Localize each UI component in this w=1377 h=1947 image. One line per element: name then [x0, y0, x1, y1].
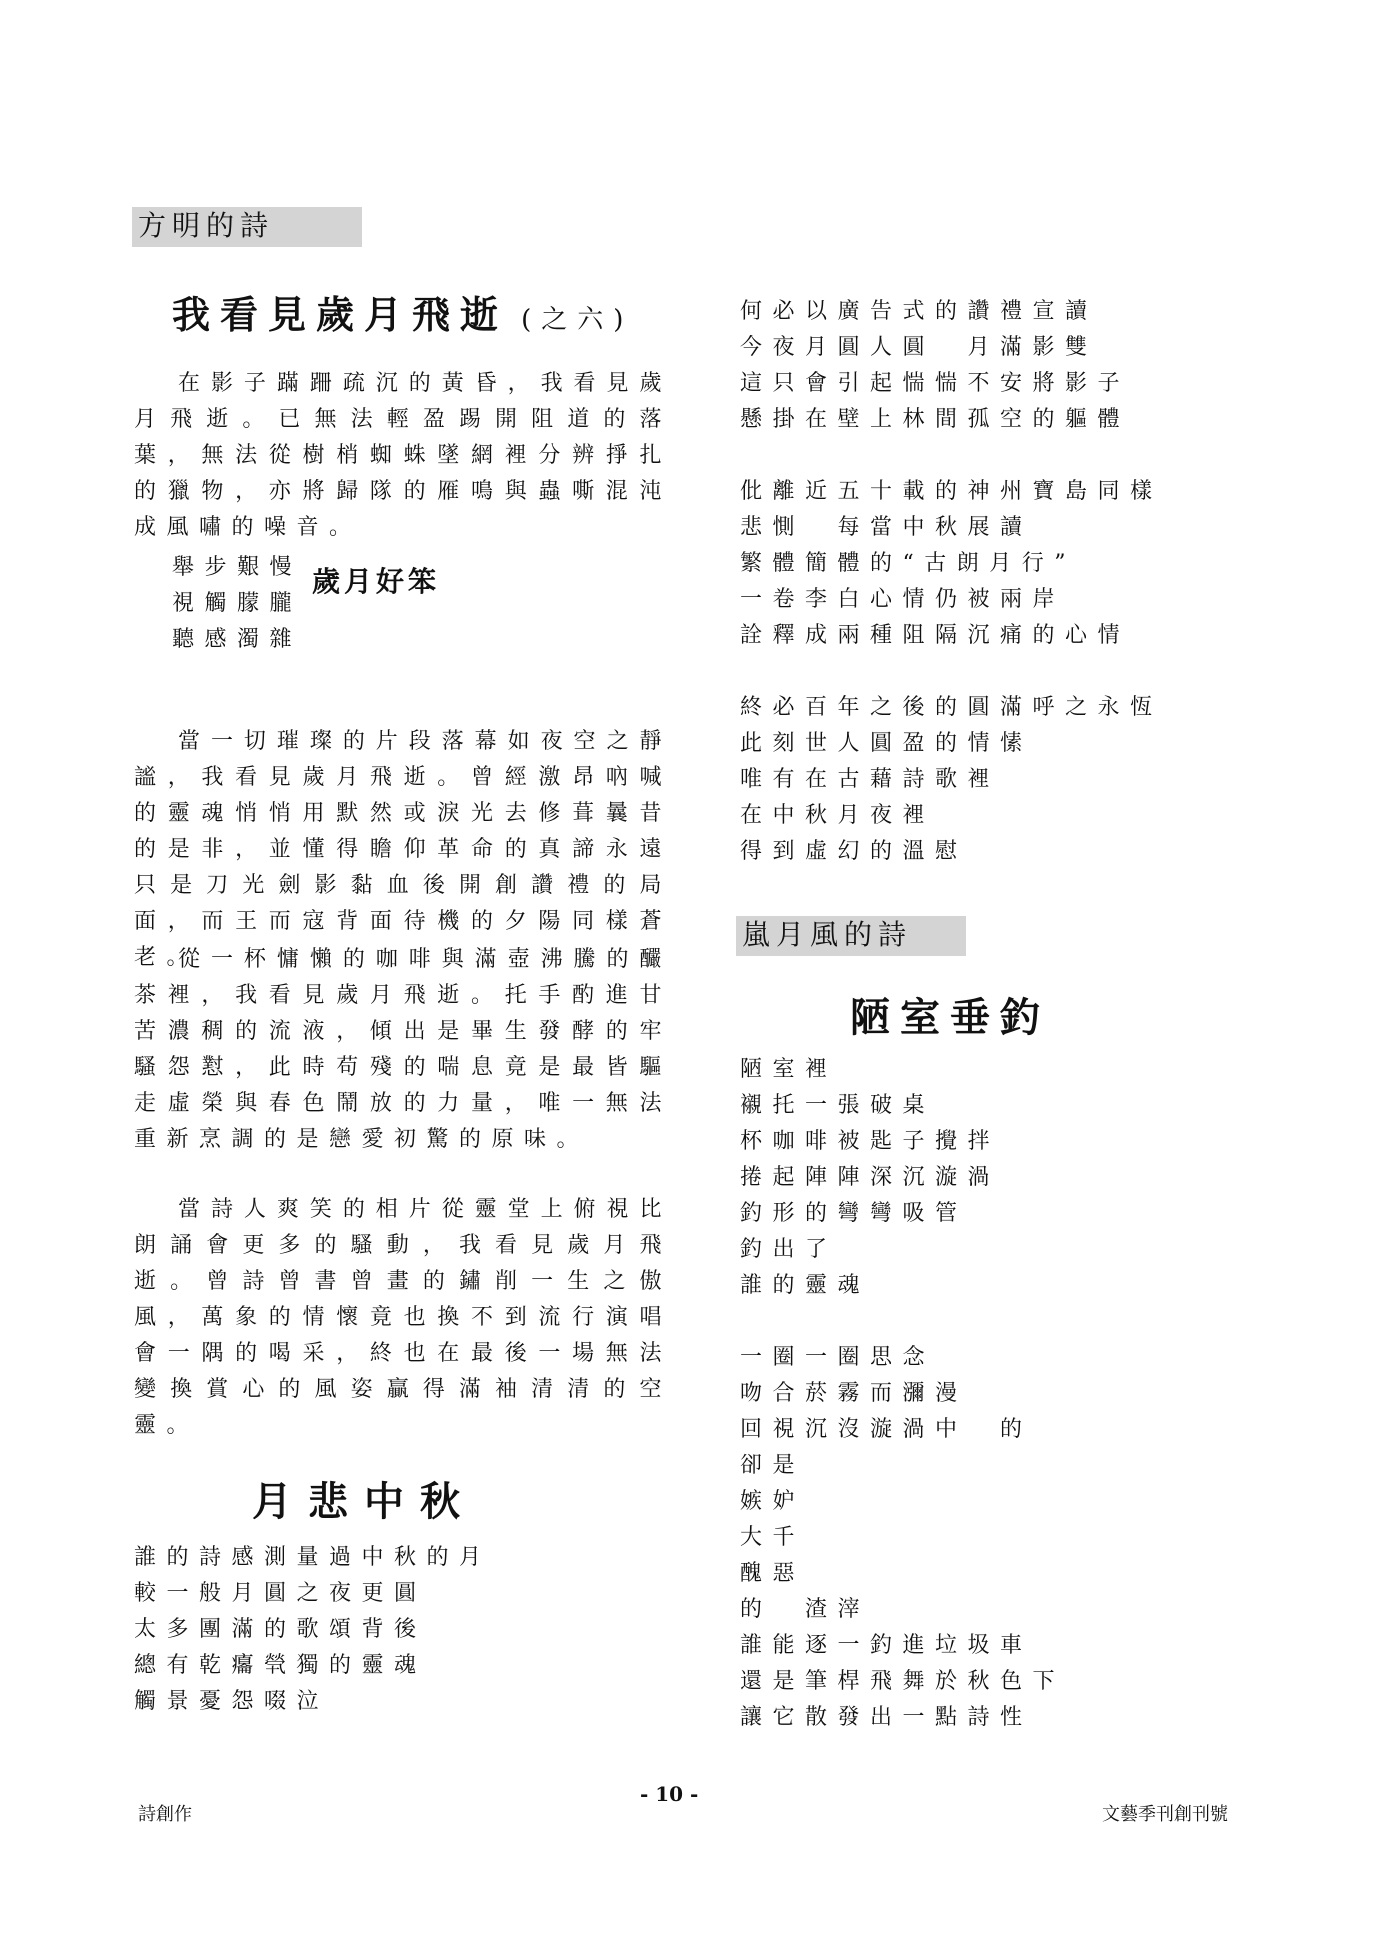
poem-line: 在中秋月夜裡	[740, 803, 936, 828]
poem1-stanza-side: 歲月好笨	[312, 565, 441, 598]
poem-line: 的 渣滓	[740, 1597, 871, 1622]
footer-right: 文藝季刊創刊號	[1102, 1804, 1228, 1825]
poem-line: 唯有在古藉詩歌裡	[740, 767, 1001, 792]
poem2-stanza-1	[740, 294, 1130, 438]
stanza-line: 聽感濁雜	[172, 627, 303, 652]
poem2-title: 月悲中秋	[252, 1478, 476, 1525]
poem3-stanza-1	[740, 1052, 1000, 1304]
poem-line: 卻是	[740, 1453, 806, 1478]
footer-left: 詩創作	[138, 1804, 192, 1825]
poem1-stanza	[172, 550, 302, 658]
poem-line: 吻合菸霧而瀰漫	[740, 1381, 968, 1406]
poem-line: 太多團滿的歌頌背後	[134, 1617, 427, 1642]
poem-line: 一圈一圈思念	[740, 1345, 936, 1370]
poem-line: 懸掛在壁上林間孤空的軀體	[740, 407, 1131, 432]
poem-line: 觸景憂怨啜泣	[134, 1689, 330, 1714]
stanza-line: 舉步艱慢	[172, 555, 303, 580]
poem-line: 仳離近五十載的神州寶島同樣	[740, 479, 1163, 504]
poem-line: 釣出了	[740, 1237, 838, 1262]
poem-line: 嫉妒	[740, 1489, 806, 1514]
poem-line: 襯托一張破桌	[740, 1093, 936, 1118]
poem1-paragraph-1: 在影子蹣跚疏沉的黃昏，我看見歲月飛逝。已無法輕盈踢開阻道的落葉，無法從樹梢蜘蛛墜網裡分辨掙扎的獵物，亦將歸隊的雁鳴與蟲嘶混沌成風嘯的噪音。	[134, 371, 672, 540]
poem1-paragraph-4: 當詩人爽笑的相片從靈堂上俯視比朗誦會更多的騷動，我看見歲月飛逝。曾詩曾書曾畫的鏽削一生之傲風，萬象的情懷竟也換不到流行演唱會一隅的喝采，終也在最後一場無法變換賞心的風姿贏得滿袖清清的空靈。	[134, 1197, 672, 1438]
poem-line: 這只會引起惴惴不安將影子	[740, 371, 1131, 396]
poem-line: 回視沉沒漩渦中 的	[740, 1417, 1033, 1442]
poem-line: 誰能逐一釣進垃圾車	[740, 1633, 1033, 1658]
poem-line: 悲惻 每當中秋展讀	[740, 515, 1033, 540]
poem-line: 捲起陣陣深沉漩渦	[740, 1165, 1001, 1190]
poem1-subtitle: (之六)	[521, 305, 634, 335]
poem3-title: 陋室垂釣	[850, 994, 1050, 1041]
section-label-fang-ming: 方明的詩	[132, 207, 362, 247]
stanza-line: 視觸朦朧	[172, 591, 303, 616]
poem1-paragraph-3: 從一杯慵懶的咖啡與滿壺沸騰的釅茶裡，我看見歲月飛逝。托手酌進甘苦濃稠的流液，傾出是畢生發酵的牢騷怨懟，此時苟殘的喘息竟是最皆驅走虛榮與春色鬧放的力量，唯一無法重新烹調的是戀愛初驚的原味。	[134, 947, 672, 1152]
poem-line: 終必百年之後的圓滿呼之永恆	[740, 695, 1163, 720]
poem-line: 杯咖啡被匙子攪拌	[740, 1129, 1001, 1154]
poem1-paragraph-2: 當一切璀璨的片段落幕如夜空之靜謐，我看見歲月飛逝。曾經激昂吶喊的靈魂悄悄用默然或淚光去修葺曩昔的是非，並懂得瞻仰革命的真諦永遠只是刀光劍影黏血後開創讚禮的局面，而王而寇背面待機的夕陽同樣蒼老。	[134, 729, 672, 970]
section-label-lan-yue-feng: 嵐月風的詩	[736, 916, 966, 956]
page-number: - 10 -	[640, 1782, 699, 1806]
poem-line: 誰的靈魂	[740, 1273, 871, 1298]
poem-line: 較一般月圓之夜更圓	[134, 1581, 427, 1606]
poem-line: 誰的詩感測量過中秋的月	[134, 1545, 492, 1570]
poem3-stanza-2	[740, 1340, 1065, 1736]
poem2-stanza-2	[740, 474, 1163, 654]
poem-line: 還是筆桿飛舞於秋色下	[740, 1669, 1066, 1694]
poem-line: 陋室裡	[740, 1057, 838, 1082]
poem2-lines	[134, 1540, 492, 1720]
poem-line: 大千	[740, 1525, 806, 1550]
poem-line: 一卷李白心情仍被兩岸	[740, 587, 1066, 612]
poem-line: 繁體簡體的“古朗月行”	[740, 551, 1076, 576]
poem1-title: 我看見歲月飛逝	[172, 292, 509, 337]
poem-line: 讓它散發出一點詩性	[740, 1705, 1033, 1730]
poem-line: 今夜月圓人圓 月滿影雙	[740, 335, 1098, 360]
poem-line: 釣形的彎彎吸管	[740, 1201, 968, 1226]
poem2-stanza-3	[740, 690, 1163, 870]
poem-line: 醜惡	[740, 1561, 806, 1586]
poem-line: 總有乾癟煢獨的靈魂	[134, 1653, 427, 1678]
poem-line: 詮釋成兩種阻隔沉痛的心情	[740, 623, 1131, 648]
poem-line: 何必以廣告式的讚禮宣讀	[740, 299, 1098, 324]
poem1-heading	[172, 284, 692, 338]
poem-line: 得到虛幻的溫慰	[740, 839, 968, 864]
poem-line: 此刻世人圓盈的情愫	[740, 731, 1033, 756]
